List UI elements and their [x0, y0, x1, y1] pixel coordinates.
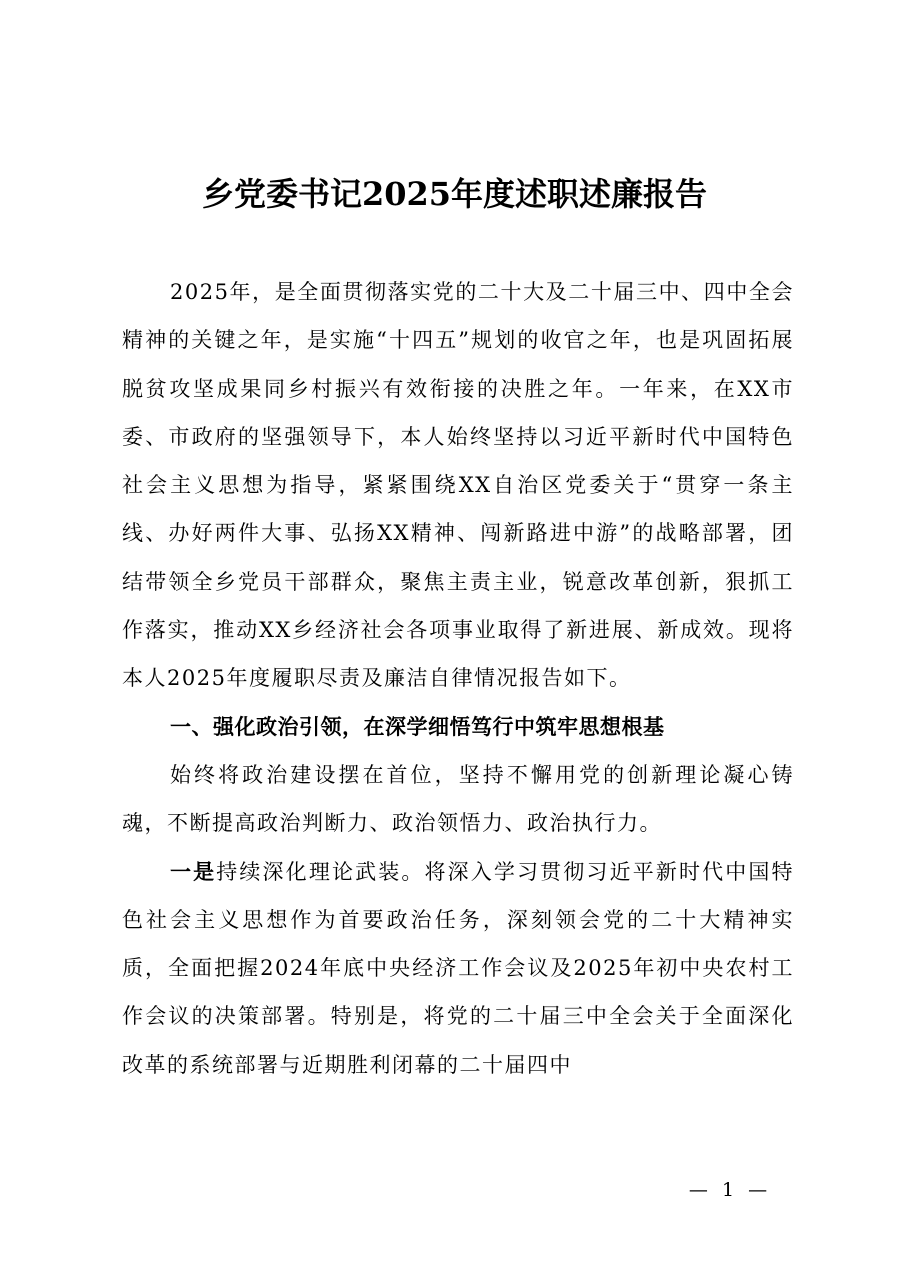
- section-summary-paragraph: 始终将政治建设摆在首位，坚持不懈用党的创新理论凝心铸魂，不断提高政治判断力、政治领悟力、政治执行力。: [122, 762, 794, 836]
- page-number: — 1 —: [688, 1179, 772, 1201]
- point-text: 持续深化理论武装。将深入学习贯彻习近平新时代中国特色社会主义思想作为首要政治任务，深刻领会党的二十大精神实质，全面把握2024年底中央经济工作会议及2025年初中央农村工作会议的决策部署。特别是，将党的二十届三中全会关于全面深化改革的系统部署与近期胜利闭幕的二十届四中: [122, 859, 795, 1077]
- intro-paragraph: 2025年，是全面贯彻落实党的二十大及二十届三中、四中全会精神的关键之年，是实施“十四五”规划的收官之年，也是巩固拓展脱贫攻坚成果同乡村振兴有效衔接的决胜之年。一年来，在XX市委、市政府的坚强领导下，本人始终坚持以习近平新时代中国特色社会主义思想为指导，紧紧围绕XX自治区党委关于“贯穿一条主线、办好两件大事、弘扬XX精神、闯新路进中游”的战略部署，团结带领全乡党员干部群众，聚焦主责主业，锐意改革创新，狠抓工作落实，推动XX乡经济社会各项事业取得了新进展、新成效。现将本人2025年度履职尽责及廉洁自律情况报告如下。: [122, 280, 794, 691]
- point-lead: 一是: [170, 859, 217, 884]
- section-heading: 一、强化政治引领，在深学细悟笃行中筑牢思想根基: [170, 714, 665, 739]
- document-body: [122, 268, 794, 1089]
- document-title: 乡党委书记2025年度述职述廉报告: [201, 175, 708, 213]
- point-paragraph: [122, 848, 794, 1089]
